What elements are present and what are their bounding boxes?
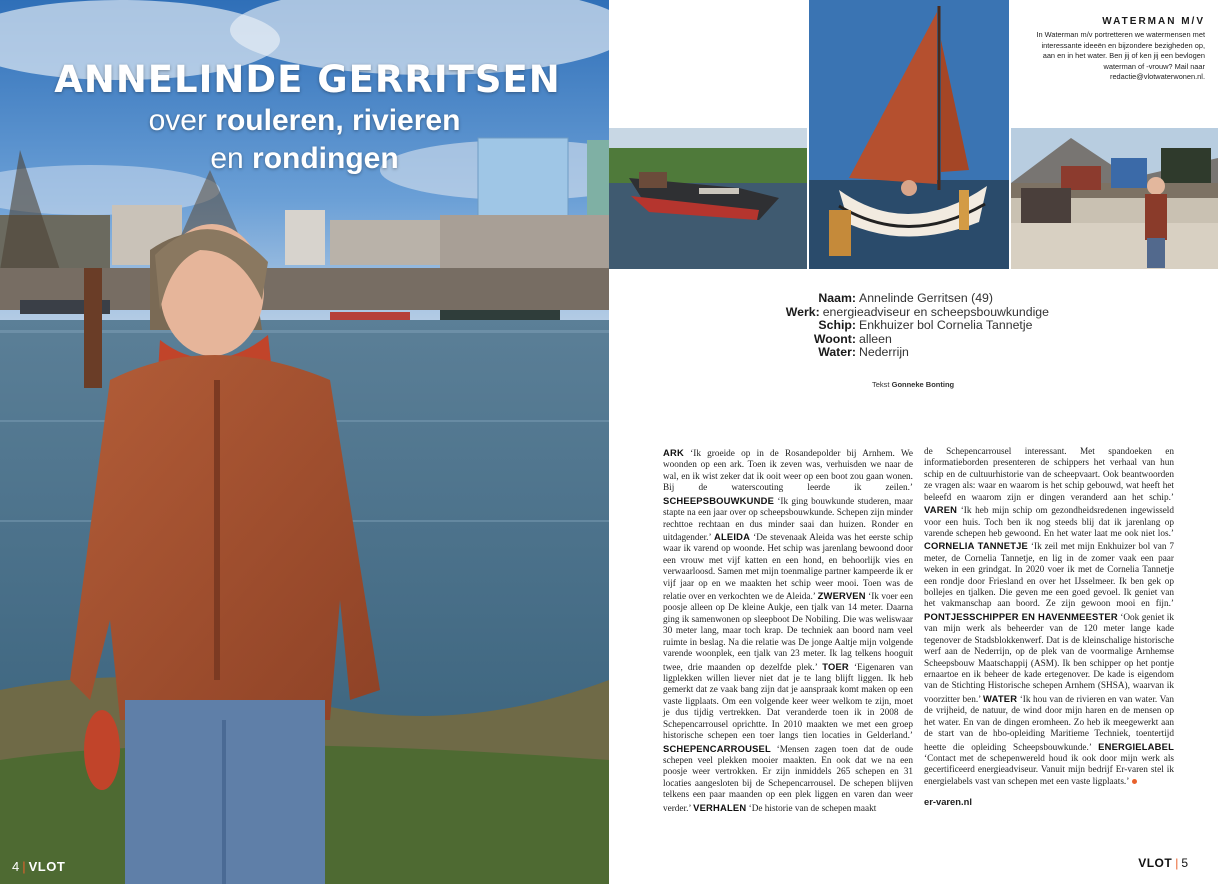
folio-right — [1138, 856, 1188, 870]
fact-row — [749, 319, 1049, 333]
fact-value: energieadviseur en scheepsbouwkundige — [822, 304, 1049, 319]
section-keyword: WATER — [983, 692, 1018, 704]
page-number-left: 4 — [12, 859, 20, 874]
magazine-name-right: VLOT — [1138, 856, 1173, 870]
magazine-name-left: VLOT — [28, 859, 66, 874]
folio-separator: | — [22, 859, 26, 874]
credit-label: Tekst — [872, 380, 890, 389]
section-keyword: VERHALEN — [693, 801, 747, 813]
section-text: ‘Ik groeide op in de Rosandepolder bij Arnhem. We woonden op een ark. Toen ik zeven was, verhuisden we naar de wal, en ik wist zeker dat ik ooit weer op een boot zou gaan wonen. Bij de waterscouting leerde ik zeilen.’ — [663, 449, 913, 494]
article-column-2 — [924, 447, 1174, 808]
fact-label: Schip: — [818, 318, 856, 333]
headline-topics-2: rondingen — [252, 142, 399, 175]
headline-subtitle-line-2 — [0, 140, 609, 178]
section-text: ‘Ik voer een poosje alleen op De kleine Aukje, een tjalk van 14 meter. Daarna ging ik samenwonen op sleepboot De Nobiling. Die was weliswaar 30 meter lang, maar toch krap. De techniek aan boord nam veel ruimte in beslag. Na die relatie was De jonge Aaltje mijn volgende varende woonplek, een tjalk van 23 meter. Ik lag telkens hooguit twee, drie maanden op dezelfde plek.’ — [663, 592, 914, 673]
section-text: ‘Mensen zagen toen dat de oude schepen veel plekken mooier maakten. En ook dat we na een poosje weer vertrokken. Er zijn inmiddels 265 schepen en 31 locaties aangesloten bij de Schepencarrousel. De schepen blijven telkens een paar maanden op een plek liggen en varen dan weer verder.’ — [663, 744, 913, 814]
headline-subtitle-line-1 — [0, 102, 609, 140]
fact-label: Woont: — [813, 331, 856, 346]
shipyard-portrait-photo — [1011, 128, 1218, 269]
fact-label: Werk: — [785, 304, 820, 319]
fact-label: Naam: — [818, 291, 856, 305]
website-link[interactable]: er-varen.nl — [924, 796, 972, 808]
profile-factbox — [749, 292, 1049, 360]
article-paragraph — [663, 447, 913, 815]
section-text: ‘Eigenaren van ligplekken willen liever niet dat je te lang blijft liggen. Ik heb gemerkt dat ze vaak bang zijn dat je aanspraak komt maken op een vaste ligplaats. Om een volgende keer weer welkom te zijn, moet je dus tijdig vertrekken. Dat veranderde toen ik in 2008 de Schepencarrousel oprichtte. In 2010 maakten we met een groep historische schepen een toer langs tien locaties in Gelderland.’ — [663, 662, 913, 742]
headline-word-over: over — [148, 104, 207, 137]
section-keyword: SCHEEPSBOUWKUNDE — [663, 494, 775, 506]
folio-separator: | — [1175, 856, 1179, 870]
page-number-right: 5 — [1181, 856, 1188, 870]
headline-word-en: en — [210, 142, 244, 175]
section-text: ‘Ook geniet ik van mijn werk als beheerder van de 120 meter lange kade tegenover de Stadsblokkenwerf. Dat is de kleinschalige historische werf aan de Nederrijn, op de plek van de voormalige Arnhemse Scheepsbouw Maatschappij (ASM). Ik ben schipper op het pontje ernaartoe en ik beheer de kade ertegenover. De kade is eigendom van de Stichting Historische schepen Arnhem (SHSA), waarvan ik voorzitter ben.’ — [924, 612, 1175, 705]
section-keyword: TOER — [822, 660, 849, 672]
barge-photo — [609, 128, 807, 269]
section-text: ‘Ik hou van de rivieren en van water. Van de vrijheid, de natuur, de wind door mijn haren en de mensen op het water. En van de dingen eromheen. Zo heb ik meegewerkt aan de start van de hbo-opleiding Maritieme Techniek, toentertijd heette die opleiding Scheepsbouwkunde.’ — [924, 694, 1174, 753]
section-text: ‘Contact met de schepenwereld houd ik ook door mijn werk als gecertificeerd energieadviseur. Vanuit mijn bedrijf Er-varen stel ik energielabels vast van schepen met een vaste ligplaats.’ — [924, 753, 1174, 787]
end-mark-icon — [1132, 779, 1137, 784]
fact-row — [749, 306, 1049, 320]
section-keyword: ENERGIELABEL — [1098, 740, 1174, 752]
section-text: ‘Ik heb mijn schip om gezondheidsredenen ingewisseld voor een huis. Toch ben ik nog steeds blij dat ik jarenlang op varende schepen heb gewoond. En het water laat me ook niet los.’ — [924, 506, 1174, 539]
fact-label: Water: — [818, 345, 856, 360]
fact-row — [749, 292, 1049, 306]
article-headline — [0, 58, 609, 178]
folio-left — [12, 859, 65, 874]
fact-value: Enkhuizer bol Cornelia Tannetje — [859, 318, 1033, 333]
section-keyword: ZWERVEN — [817, 590, 866, 602]
section-text: ‘Ik ging bouwkunde studeren, maar stapte na een jaar over op scheepsbouwkunde. Schepen zijn minder rechttoe rechtaan en dus minder saai dan huizen. Ronder en uitdagender.’ — [663, 496, 913, 543]
waterman-sidebar — [1035, 16, 1205, 83]
section-text: ‘Ik zeil met mijn Enkhuizer bol van 7 meter, de Cornelia Tannetje, en lig in de zomer vaak een paar weken in een grindgat. In 2020 voer ik met de Cornelia Tannetje een rondje door Friesland en over het IJsselmeer. Ik ben gek op bollejes en tjalken. Die geven me een goed gevoel. Ik geniet van het vakmanschap aan boord. Ze zijn gewoon mooi en fijn.’ — [924, 542, 1175, 610]
section-text: de Schepencarrousel interessant. Met spandoeken en informatieborden presenteren de schippers het verhaal van hun schip en de cultuurhistorie van de scheepvaart. Ook beantwoorden ze vragen als: waar en waarom is het schip gebouwd, wat heeft het beleefd en waarom zijn er dingen veranderd aan het schip.’ — [924, 447, 1174, 503]
section-keyword: VAREN — [924, 504, 958, 516]
article-paragraph — [924, 447, 1174, 788]
fact-value: Annelinde Gerritsen (49) — [859, 291, 993, 305]
section-keyword: ARK — [663, 447, 684, 458]
fact-value: Nederrijn — [859, 345, 909, 360]
section-keyword: PONTJESSCHIPPER EN HAVENMEESTER — [924, 610, 1118, 622]
fact-row — [749, 333, 1049, 347]
sailboat-photo — [809, 0, 1009, 269]
section-keyword: ALEIDA — [713, 530, 751, 542]
section-keyword: CORNELIA TANNETJE — [924, 540, 1028, 552]
fact-row — [749, 346, 1049, 360]
headline-name: ANNELINDE GERRITSEN — [54, 58, 561, 101]
author-credit — [872, 380, 954, 389]
credit-author: Gonneke Bonting — [891, 380, 955, 389]
article-column-1 — [663, 447, 913, 815]
sidebar-title: WATERMAN M/V — [1102, 16, 1205, 27]
headline-topics-1: rouleren, rivieren — [215, 104, 461, 137]
section-keyword: SCHEPENCARROUSEL — [663, 742, 771, 754]
section-text: ‘De historie van de schepen maakt — [746, 803, 877, 814]
fact-value: alleen — [859, 331, 892, 346]
right-page — [609, 0, 1218, 884]
section-text: ‘De stevenaak Aleida was het eerste schip waar ik varend op woonde. Het schip was jarenlang bewoond door een vrouw met vijf katten en een hond, en behoorlijk vies en verwaarloosd. Samen met mijn toenmalige partner kampeerde ik er vijf jaar op en we maakten het schip weer mooi. Toen was de relatie over en verkochten we de Aleida.’ — [663, 532, 914, 603]
sidebar-text: In Waterman m/v portretteren we watermensen met interessante ideeën en bijzondere bezigheden op, aan en in het water. Ben jij of ken jij een bevlogen waterman of -vrouw? Mail naar redactie@vlotwaterwonen.nl. — [1036, 30, 1205, 82]
